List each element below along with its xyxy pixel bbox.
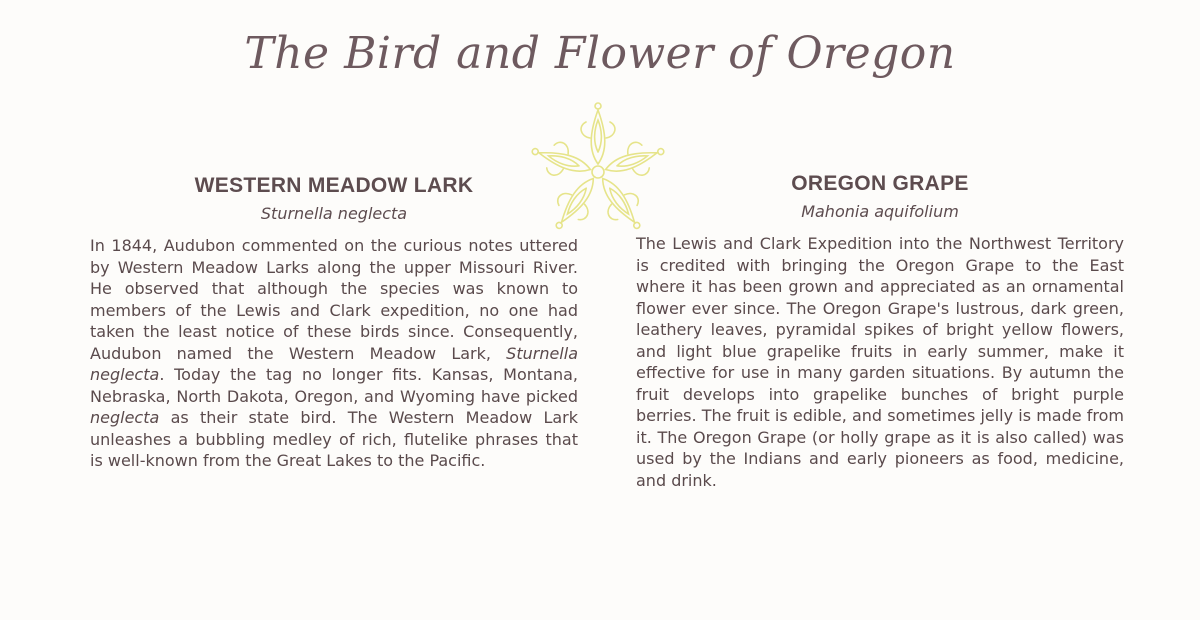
bird-text-italic-1: Sturnella neglecta <box>90 343 578 384</box>
bird-latin-name: Sturnella neglecta <box>260 204 408 223</box>
flower-heading: OREGON GRAPE <box>791 172 969 195</box>
bird-description <box>90 235 578 472</box>
flower-latin-name: Mahonia aquifolium <box>801 202 959 221</box>
page-title: The Bird and Flower of Oregon <box>244 28 956 79</box>
bird-text-1: In 1844, Audubon commented on the curious notes uttered by Western Meadow Larks along the upper Missouri River. He observed that although the species was known to members of the Lewis and Clark expedition, no one had taken the least notice of these birds since. Consequently, Audubon named the Western Meadow Lark, <box>90 236 578 363</box>
bird-text-2: . Today the tag no longer fits. Kansas, Montana, Nebraska, North Dakota, Oregon, and Wyoming have picked <box>90 365 578 406</box>
bird-text-3: as their state bird. The Western Meadow Lark unleashes a bubbling medley of rich, flutelike phrases that is well-known from the Great Lakes to the Pacific. <box>90 408 578 470</box>
bird-section <box>90 174 578 472</box>
flower-section <box>636 172 1124 491</box>
bird-text-italic-2: neglecta <box>90 408 160 427</box>
flower-description: The Lewis and Clark Expedition into the Northwest Territory is credited with bringing the Oregon Grape to the East where it has been grown and appreciated as an ornamental flower ever since. The Oregon Grape's lustrous, dark green, leathery leaves, pyramidal spikes of bright yellow flowers, and light blue grapelike fruits in early summer, make it effective for use in many garden situations. By autumn the fruit develops into grapelike bunches of bright purple berries. The fruit is edible, and sometimes jelly is made from it. The Oregon Grape (or holly grape as it is also called) was used by the Indians and early pioneers as food, medicine, and drink. <box>636 234 1124 490</box>
bird-heading: WESTERN MEADOW LARK <box>194 174 474 197</box>
